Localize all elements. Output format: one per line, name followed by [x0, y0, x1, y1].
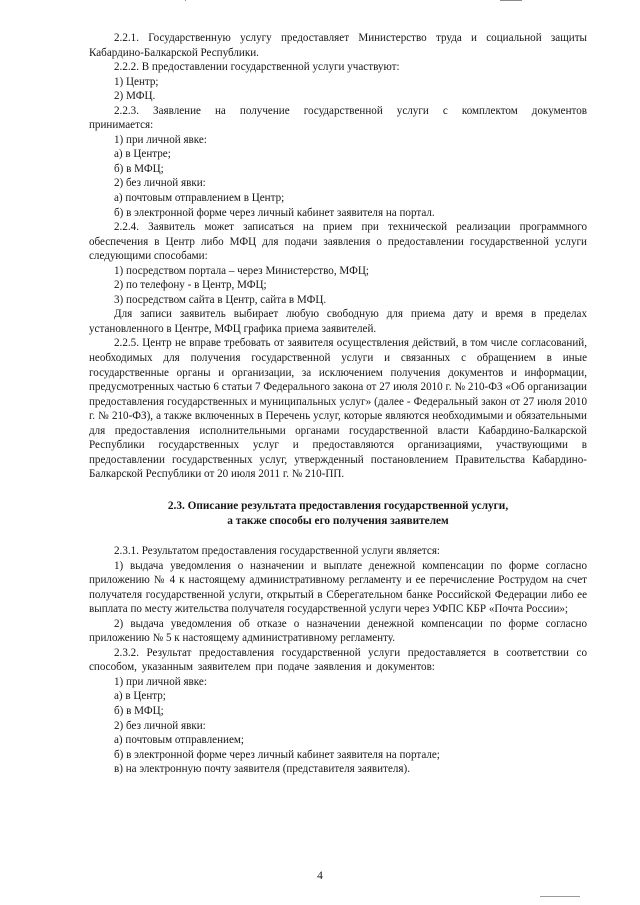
paragraph-2-3-2: 2.3.2. Результат предоставления государственной услуги предоставляется в соответствии со способом, указанным заявителем при подаче заявления и документов:	[89, 646, 587, 674]
paragraph-2-2-5: 2.2.5. Центр не вправе требовать от заявителя осуществления действий, в том числе согласований, необходимых для получения государственной услуги и связанных с обращением в иные государственные органы и организации, за исключением получения документов и информации, предусмотренных частью 6 статьи 7 Федерального закона от 27 июля 2010 г. № 210-ФЗ «Об организации предоставления государственных и муниципальных услуг» (далее - Федеральный закон от 27 июля 2010 г. № 210-ФЗ), а также включенных в Перечень услуг, которые являются необходимыми и обязательными для предоставления исполнительными органами государственной власти Кабардино-Балкарской Республики государственных услуг и предоставляются организациями, участвующими в предоставлении государственных услуг, утвержденный постановлением Правительства Кабардино-Балкарской Республики от 20 июля 2011 г. № 210-ПП.	[89, 337, 587, 481]
list-item: 1) при личной явке:	[114, 675, 207, 688]
section-heading-line-2: а также способы его получения заявителем	[227, 514, 449, 527]
section-heading-line-1: 2.3. Описание результата предоставления государственной услуги,	[167, 499, 509, 512]
list-item: а) в Центр;	[114, 690, 166, 703]
list-item: 1) при личной явке:	[114, 133, 207, 146]
paragraph-appointment: Для записи заявитель выбирает любую свободную для приема дату и время в пределах установленного в Центре, МФЦ графика приема заявителей.	[89, 308, 587, 335]
list-item: 1) посредством портала – через Министерство, МФЦ;	[114, 264, 369, 277]
list-item: а) почтовым отправлением;	[114, 734, 245, 747]
list-item: 1) Центр;	[114, 75, 159, 88]
list-item: а) в Центре;	[114, 148, 171, 161]
list-item: 3) посредством сайта в Центр, сайта в МФЦ.	[114, 293, 327, 306]
list-item: 2) МФЦ.	[114, 90, 156, 103]
paragraph-2-2-1: 2.2.1. Государственную услугу предоставляет Министерство труда и социальной защиты Кабардино-Балкарской Республики.	[89, 32, 587, 59]
list-item: б) в электронной форме через личный кабинет заявителя на портале;	[114, 748, 440, 761]
list-item: б) в МФЦ;	[114, 704, 164, 717]
paragraph-result-2: 2) выдача уведомления об отказе о назначении денежной компенсации по форме согласно приложению № 5 к настоящему административному регламенту.	[89, 617, 587, 645]
paragraph-2-2-2: 2.2.2. В предоставлении государственной услуги участвуют:	[114, 61, 400, 74]
list-item: 2) без личной явки:	[114, 177, 206, 190]
list-item: 2) без личной явки:	[114, 719, 206, 732]
page-body	[89, 31, 587, 777]
list-item: 2) по телефону - в Центр, МФЦ;	[114, 279, 267, 292]
paragraph-2-2-4: 2.2.4. Заявитель может записаться на прием при технической реализации программного обеспечения в Центр либо МФЦ для подачи заявления о предоставлении государственной услуги следующими способами:	[89, 221, 587, 263]
scan-edge-mark	[500, 0, 522, 1]
spacer	[89, 482, 587, 499]
scan-edge-mark	[540, 896, 580, 897]
spacer	[89, 529, 587, 544]
list-item: б) в МФЦ;	[114, 162, 164, 175]
paragraph-2-3-1: 2.3.1. Результатом предоставления государственной услуги является:	[114, 544, 441, 557]
list-item: б) в электронной форме через личный кабинет заявителя на портал.	[114, 206, 435, 219]
page-number: 4	[317, 870, 323, 882]
list-item: а) почтовым отправлением в Центр;	[114, 192, 285, 205]
scan-edge-mark	[185, 0, 186, 1]
paragraph-2-2-3: 2.2.3. Заявление на получение государственной услуги с комплектом документов принимается:	[89, 104, 587, 132]
paragraph-result-1: 1) выдача уведомления о назначении и выплате денежной компенсации по форме согласно приложению № 4 к настоящему административному регламенту и ее перечисление Рострудом на счет получателя государственной услуги, открытый в Сберегательном банке Российской Федерации либо ее выплата по месту жительства получателя государственной услуги через УФПС КБР «Почта России»;	[89, 559, 587, 616]
list-item: в) на электронную почту заявителя (представителя заявителя).	[114, 763, 410, 776]
